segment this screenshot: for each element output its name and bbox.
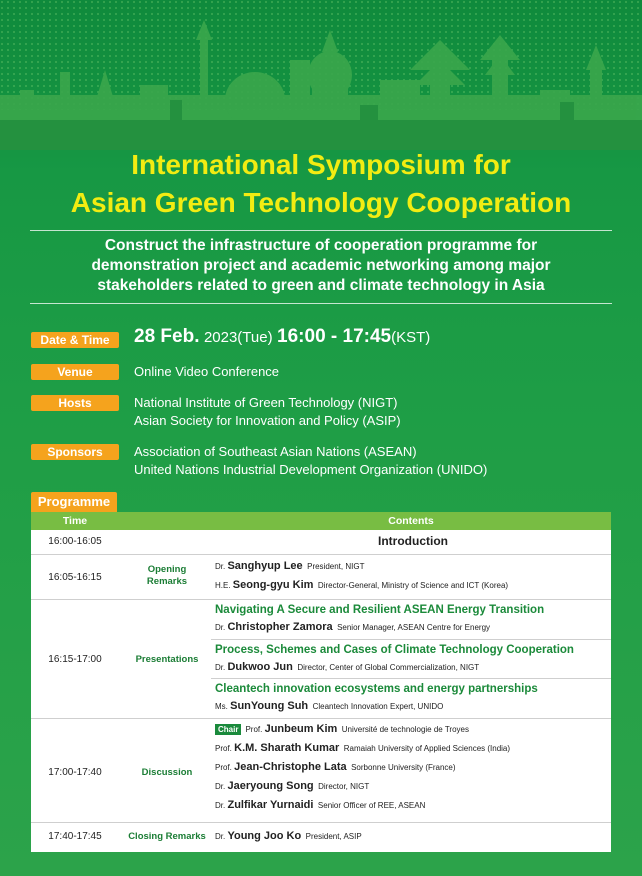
table-header: [31, 512, 611, 530]
divider-bottom: [30, 303, 612, 304]
event-subtitle: Construct the infrastructure of cooperation programme for demonstration project and academic networking among major stakeholders related to green and climate technology in Asia: [91, 237, 551, 294]
talk-title: Navigating A Secure and Resilient ASEAN Energy Transition: [215, 604, 545, 616]
talk-title: Process, Schemes and Cases of Climate Technology Cooperation: [215, 644, 574, 656]
opening-category: Opening Remarks: [146, 564, 188, 587]
venue-value: Online Video Conference: [134, 364, 280, 379]
talk-title: Cleantech innovation ecosystems and energy partnerships: [215, 683, 538, 695]
divider-top: [30, 230, 612, 231]
speaker-line: Dr. Zulfikar Yurnaidi Senior Officer of REE, ASEAN: [215, 799, 426, 811]
table-row-introduction: 16:00-16:05 Introduction: [31, 530, 611, 555]
speaker-line: Ms. SunYoung Suh Cleantech Innovation Expert, UNIDO: [215, 700, 444, 712]
venue-badge: Venue: [31, 364, 119, 380]
speaker-line: Prof. K.M. Sharath Kumar Ramaiah University of Applied Sciences (India): [215, 742, 511, 754]
speaker-line: Dr. Jaeryoung Song Director, NIGT: [215, 780, 370, 792]
header-contents: Contents: [388, 515, 434, 527]
speaker-line: Chair Prof. Junbeum Kim Université de technologie de Troyes: [215, 723, 469, 735]
introduction-title: Introduction: [378, 534, 448, 548]
header-time: Time: [62, 515, 88, 527]
closing-category: Closing Remarks: [128, 831, 206, 842]
discussion-category: Discussion: [141, 767, 193, 778]
sponsors-list: Association of Southeast Asian Nations (ASEAN) United Nations Industrial Development Organization (UNIDO): [134, 444, 488, 477]
chair-badge: Chair: [215, 724, 241, 735]
speaker-line: Dr. Sanghyup Lee President, NIGT: [215, 560, 365, 572]
speaker-line: Dr. Christopher Zamora Senior Manager, ASEAN Centre for Energy: [215, 621, 491, 633]
event-title-line2: Asian Green Technology Cooperation: [70, 187, 572, 218]
programme-table: [31, 512, 611, 852]
presentations-category: Presentations: [135, 654, 199, 665]
speaker-line: H.E. Seong-gyu Kim Director-General, Ministry of Science and ICT (Korea): [215, 579, 509, 591]
table-row-opening: 16:05-16:15 Opening Remarks Dr. Sanghyup Lee President, NIGT H.E. Seong-gyu Kim Director-General, Ministry of Science and ICT (Korea): [31, 555, 611, 600]
speaker-line: Dr. Young Joo Ko President, ASIP: [215, 830, 362, 842]
programme-tab: Programme: [31, 492, 117, 512]
table-row-closing: 17:40-17:45 Closing Remarks Dr. Young Joo Ko President, ASIP: [48, 830, 362, 842]
date-time-value: 28 Feb. 2023(Tue) 16:00 - 17:45(KST): [134, 326, 431, 347]
event-title-line1: International Symposium for: [131, 149, 511, 180]
table-row-discussion: 17:00-17:40 Discussion Chair Prof. Junbeum Kim Université de technologie de Troyes Prof. K.M. Sharath Kumar Ramaiah University of Applied Sciences (India) Prof. Jean-Christophe Lata Sorbonne University (France) Dr. Jaeryoung Song Director, NIGT Dr. Zulfikar Yurnaidi Senior Officer of REE, ASEAN: [31, 719, 611, 823]
date-time-badge: Date & Time: [31, 332, 119, 348]
speaker-line: Dr. Dukwoo Jun Director, Center of Global Commercialization, NIGT: [215, 661, 480, 673]
table-row-presentations: 16:15-17:00 Presentations Navigating A Secure and Resilient ASEAN Energy Transition Dr. Christopher Zamora Senior Manager, ASEAN Centre for Energy Process, Schemes and Cases of Climate Technology Cooperation Dr. Dukwoo Jun Director, Center of Global Commercialization, NIGT Cleantech innovation ecosystems and energy partnerships Ms. SunYoung Suh Cleantech Innovation Expert, UNIDO: [31, 600, 611, 719]
speaker-line: Prof. Jean-Christophe Lata Sorbonne University (France): [215, 761, 456, 773]
hosts-badge: Hosts: [31, 395, 119, 411]
asian-skyline-illustration: [0, 0, 642, 150]
sponsors-badge: Sponsors: [31, 444, 119, 460]
hosts-list: National Institute of Green Technology (NIGT) Asian Society for Innovation and Policy (ASIP): [134, 395, 401, 428]
